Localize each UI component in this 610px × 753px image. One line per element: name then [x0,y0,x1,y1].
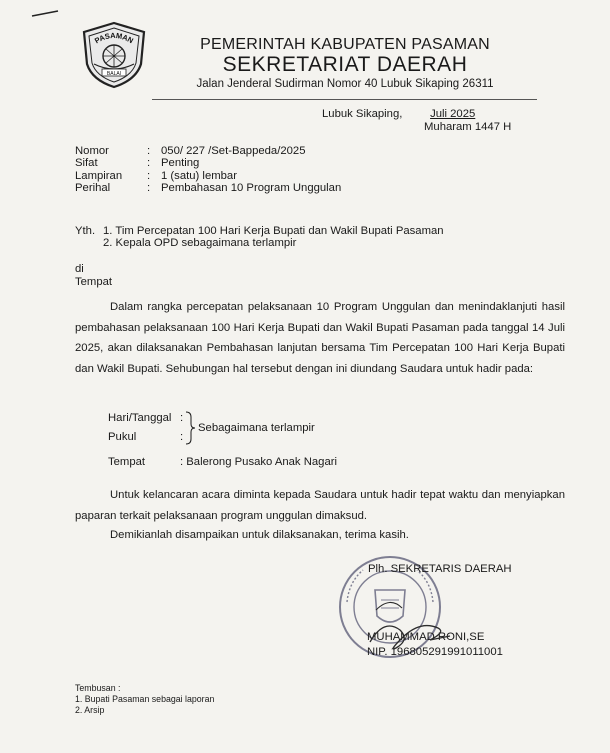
meta-value: Penting [161,157,200,170]
letterhead-office: SEKRETARIAT DAERAH [222,53,468,76]
detail-pukul-label: Pukul [108,431,137,443]
meta-row: Sifat : Penting [75,157,341,169]
letterhead-government: PEMERINTAH KABUPATEN PASAMAN [200,36,490,53]
detail-colon: : [180,431,184,443]
paragraph-kelancaran [75,485,565,526]
letter-date [322,108,511,134]
addressee-prefix: Yth. [75,225,96,237]
paragraph-2: Untuk kelancaran acara diminta kepada Saudara untuk hadir tepat waktu dan menyiapkan paparan terkait pelaksanaan program unggulan dimaksud. [75,489,565,522]
meta-key: Sifat [75,157,98,170]
tembusan-item: 2. Arsip [75,705,105,715]
detail-tempat-label: Tempat [108,456,146,468]
signature-nip: NIP. 196805291991011001 [367,646,503,658]
paragraph-closing [75,525,565,546]
date-place: Lubuk Sikaping, [322,108,403,120]
meta-key: Nomor [75,145,109,157]
signature-name: MUHAMMAD RONI,SE [367,631,485,643]
meta-key: Lampiran [75,169,123,182]
paragraph-3: Demikianlah disampaikan untuk dilaksanakan, terima kasih. [110,529,409,541]
letterhead [150,36,540,92]
detail-sebagaimana: Sebagaimana terlampir [198,422,315,434]
detail-colon: : [180,412,184,424]
meta-value: 1 (satu) lembar [161,169,237,182]
meta-value: 050/ 227 /Set-Bappeda/2025 [161,145,306,157]
tembusan-label: Tembusan : [75,683,121,693]
meta-value: Pembahasan 10 Program Unggulan [161,181,342,194]
meta-row: Lampiran : 1 (satu) lembar [75,170,341,182]
meta-key: Perihal [75,181,111,194]
paragraph-1: Dalam rangka percepatan pelaksanaan 10 Program Unggulan dan menindaklanjuti hasil pembahasan pelaksanaan 100 Hari Kerja Bupati dan Wakil Bupati Pasaman pada tanggal 14 Juli 2025, akan dilaksanakan Pembahasan lanjutan bersama Tim Percepatan 100 Hari Kerja Bupati dan Wakil Bupati. Sehubungan hal tersebut dengan ini diundang Saudara untuk hadir pada: [75,301,565,375]
meta-row: Nomor : 050/ 227 /Set-Bappeda/2025 [75,145,341,157]
curly-brace-icon [184,411,196,445]
tembusan-item: 1. Bupati Pasaman sebagai laporan [75,694,215,704]
addressee-di: di [75,263,84,275]
detail-hari-label: Hari/Tanggal [108,412,172,424]
pen-mark [30,8,62,20]
letterhead-rule [152,99,537,100]
addressee-item: 2. Kepala OPD sebagaimana terlampir [103,237,297,249]
tembusan [75,683,214,716]
date-gregorian: Juli 2025 [430,108,476,120]
paragraph-invitation [75,297,565,379]
logo-top-text: PASAMAN [92,30,135,46]
pasaman-logo-icon [78,20,150,90]
handwritten-signature-icon [350,590,460,660]
letter-meta [75,145,341,194]
detail-tempat-value: : Balerong Pusako Anak Nagari [180,456,337,468]
addressee-tempat: Tempat [75,276,113,288]
logo-bottom-text: BALAI [106,71,122,77]
date-hijri: Muharam 1447 H [424,121,512,133]
meta-row: Perihal : Pembahasan 10 Program Unggulan [75,181,342,194]
addressee-item: 1. Tim Percepatan 100 Hari Kerja Bupati dan Wakil Bupati Pasaman [103,225,444,237]
signature-title: Plh. SEKRETARIS DAERAH [368,563,512,575]
letterhead-address: Jalan Jenderal Sudirman Nomor 40 Lubuk Sikaping 26311 [196,78,494,90]
